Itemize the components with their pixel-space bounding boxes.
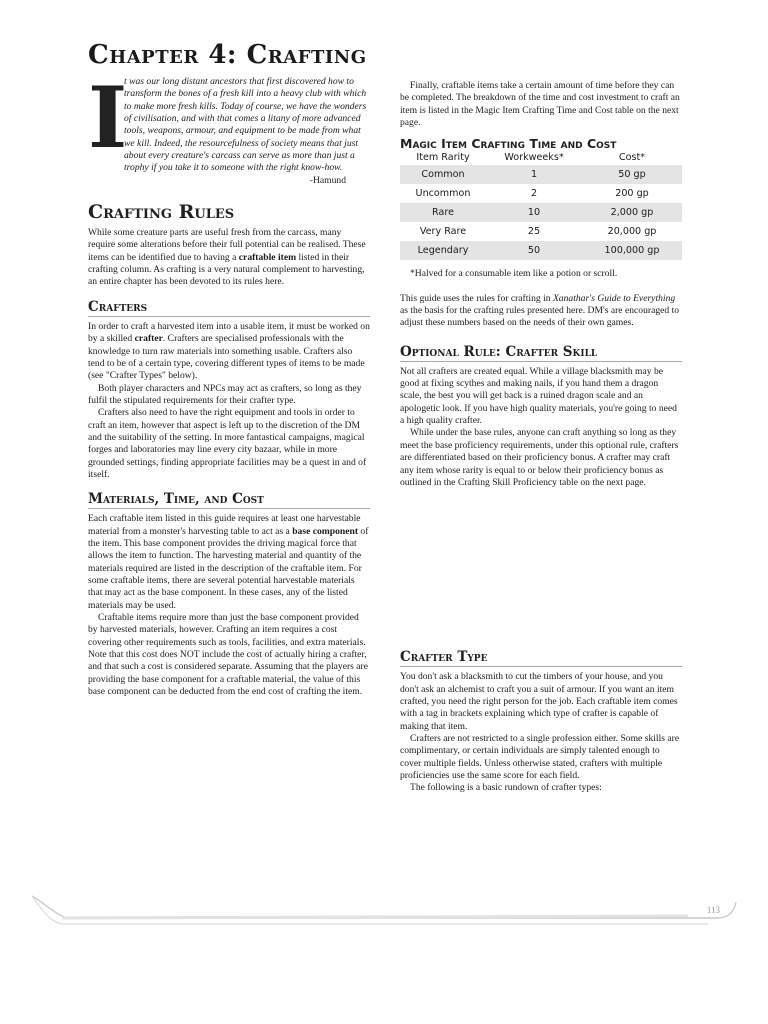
- cell-rarity: Uncommon: [415, 188, 471, 200]
- table-footnote: *Halved for a consumable item like a potion or scroll.: [410, 268, 618, 280]
- header-workweeks: Workweeks*: [504, 152, 564, 164]
- cell-cost: 2,000 gp: [582, 203, 682, 222]
- time-cost-paragraph: Finally, craftable items take a certain amount of time before they can be completed. The breakdown of the time and cost investment to craft an item is listed in the Magic Item Crafting Time and Cost table on the next page.: [400, 80, 680, 129]
- crafters-paragraph-2: Both player characters and NPCs may act as crafters, so long as they fulfil the stipulated requirements for their crafter type.: [88, 382, 362, 406]
- crafting-rules-paragraph: While some creature parts are useful fresh from the carcass, many require some alterations before their full potential can be realised. These items can be identified due to having a craftable item listed in their crafting column. As crafting is a very natural complement to harvesting, an entire chapter has been devoted to its rules here.: [88, 227, 366, 288]
- cell-rarity: Rare: [400, 203, 486, 222]
- crafters-paragraph-3: Crafters also need to have the right equipment and tools in order to craft an item, however that aspect is left up to the discretion of the DM and the suitability of the setting. In more fantastical campaigns, magical forges and laboratories may line every city bazaar, while in more grounded settings, finding appropriate facilities may be a quest in and of itself.: [88, 407, 367, 480]
- right-column: [400, 80, 682, 795]
- heading-crafters: Crafters: [88, 299, 370, 317]
- cell-workweeks: 50: [486, 241, 582, 260]
- cell-rarity: Common: [400, 165, 486, 184]
- header-cost: Cost*: [618, 152, 646, 164]
- cell-cost: 20,000 gp: [607, 226, 657, 238]
- chapter-title: Chapter 4: Crafting: [88, 40, 367, 70]
- heading-crafting-rules: Crafting Rules: [88, 201, 235, 224]
- xanathar-paragraph: This guide uses the rules for crafting in Xanathar's Guide to Everything as the basis for the crafting rules presented here. DM's are encouraged to adjust these numbers based on the needs of their own games.: [400, 292, 680, 329]
- table-row: [400, 165, 682, 184]
- heading-crafter-type: Crafter Type: [400, 649, 682, 667]
- drop-cap: I: [88, 68, 128, 167]
- cell-workweeks: 1: [486, 165, 582, 184]
- table-row: [400, 203, 682, 222]
- cell-cost: 200 gp: [615, 188, 649, 200]
- cell-cost: 100,000 gp: [582, 241, 682, 260]
- table-title: Magic Item Crafting Time and Cost: [400, 136, 617, 152]
- crafter-type-paragraph-3: The following is a basic rundown of crafter types:: [410, 782, 602, 794]
- footer-ornament-icon: [28, 892, 740, 932]
- intro-attribution: -Hamund: [309, 174, 346, 186]
- table-row: [400, 241, 682, 260]
- crafters-paragraph-1: In order to craft a harvested item into a usable item, it must be worked on by a skilled crafter. Crafters are specialised professionals with the knowledge to turn raw materials into something usable. Crafters also tend to be of a certain type, covering different types of items to be made (see "Crafter Types" below).: [88, 320, 370, 382]
- cell-workweeks: 25: [527, 226, 541, 238]
- intro-text: t was our long distant ancestors that first discovered how to transform the bones of a fresh kill into a heavy club with which to make more fresh kills. Today of course, we have the wonders of civilisation, and with that comes a litany of more advanced tools, weapons, armour, and equipment to be made from what we kill. Indeed, the resourcefulness of society means that just about every creature's carcass can serve as more than just a trophy if you take it to someone with the right know-how.: [124, 76, 367, 174]
- optional-rule-paragraph-2: While under the base rules, anyone can craft anything so long as they meet the base proficiency requirements, under this optional rule, crafters are differentiated based on their proficiency bonus. A crafter may craft any item whose rarity is equal to or below their proficiency bonus as outlined in the Crafting Skill Proficiency table on the next page.: [400, 427, 679, 488]
- crafter-type-paragraph-1: You don't ask a blacksmith to cut the timbers of your house, and you don't ask an alchemist to craft you a suit of armour. If you want an item crafted, you need the right person for the job. Each craftable item comes with a tag in brackets explaining which type of crafter is capable of making that item.: [400, 671, 678, 732]
- cell-rarity: Legendary: [400, 241, 486, 260]
- cell-cost: 50 gp: [582, 165, 682, 184]
- crafter-type-paragraph-2: Crafters are not restricted to a single profession either. Some skills are complimentary, or certain individuals are simply talented enough to cover multiple fields. Unless otherwise stated, crafters with multiple proficiencies use the same score for each field.: [400, 732, 680, 781]
- left-column: [88, 40, 370, 698]
- table-row: [400, 222, 682, 241]
- heading-materials: Materials, Time, and Cost: [88, 491, 370, 509]
- crafting-time-cost-table: [400, 151, 682, 260]
- optional-rule-paragraph-1: Not all crafters are created equal. While a village blacksmith may be good at fixing scythes and making nails, if you hand them a dragon scale, the best you will get back is a ruined dragon scale and an apologetic look. If you have high quality materials, you're going to need a high quality crafter.: [400, 365, 677, 427]
- page-footer: [28, 892, 740, 932]
- cell-workweeks: 10: [486, 203, 582, 222]
- page-number: 113: [706, 905, 720, 915]
- heading-optional-rule: Optional Rule: Crafter Skill: [400, 344, 682, 362]
- spacer: [400, 489, 682, 639]
- intro-quote: [88, 68, 370, 187]
- materials-paragraph-1: Each craftable item listed in this guide requires at least one harvestable material from a monster's harvesting table to act as a base component of the item. This base component provides the driving magical force that allows the item to function. The harvesting material and quantity of the materials required are listed in the description of the craftable item. For some craftable items, there are several potential harvestable materials that may act as the base component. In these cases, any of the listed materials may be used.: [88, 513, 369, 611]
- table-row: [400, 184, 682, 203]
- intro-signature: [88, 175, 370, 187]
- cell-rarity: Very Rare: [419, 226, 467, 238]
- header-item-rarity: Item Rarity: [416, 152, 470, 164]
- table-header-row: [400, 151, 682, 165]
- materials-paragraph-2: Craftable items require more than just the base component provided by harvested materials, however. Crafting an item requires a cost covering other requirements such as tools, facilities, and extra materials. Note that this cost does NOT include the cost of actually hiring a crafter, and that such a cost is considered separate. Assuming that the players are providing the base component for a craftable material, the value of this base component can be deducted from the end cost of crafting the item.: [88, 612, 368, 698]
- cell-workweeks: 2: [530, 188, 538, 200]
